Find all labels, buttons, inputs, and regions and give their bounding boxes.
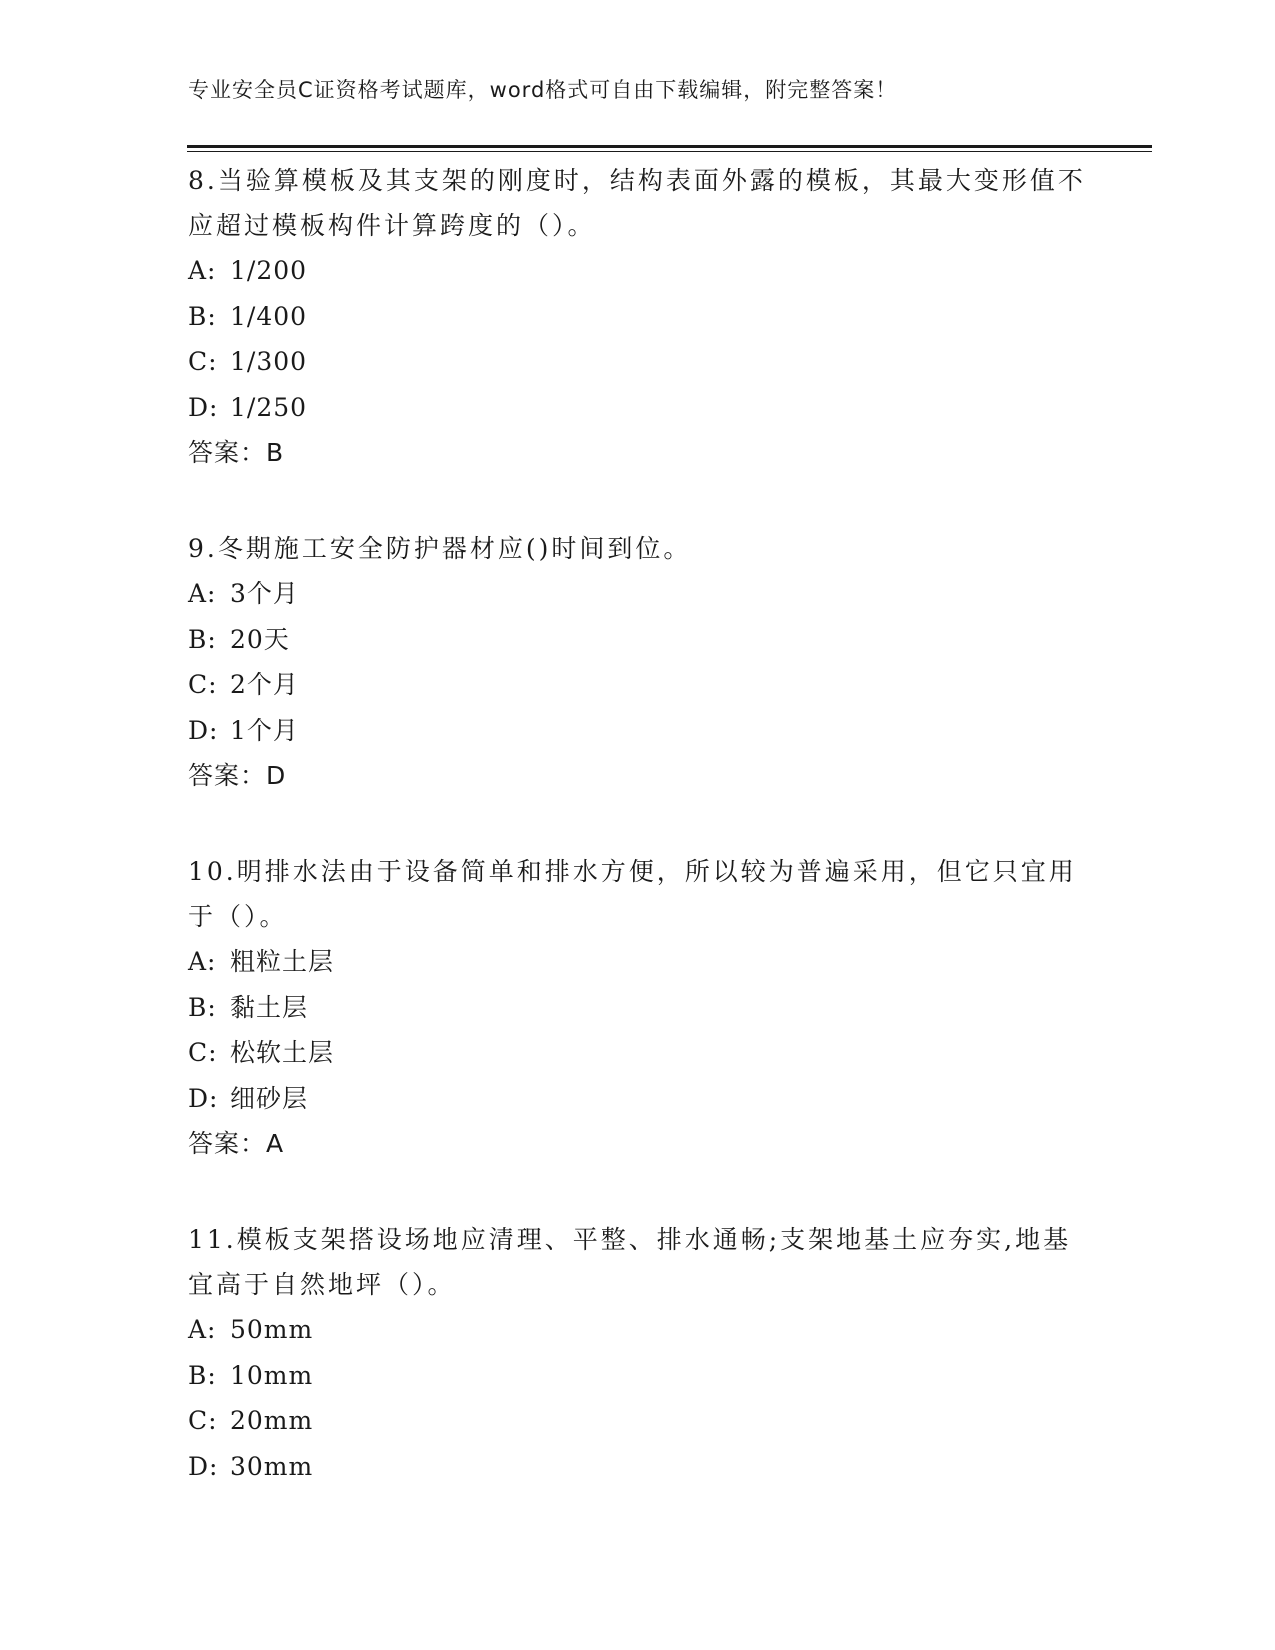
option-b (188, 294, 1088, 340)
option-c (188, 339, 1088, 385)
question-11 (188, 1217, 1088, 1489)
option-b (188, 617, 1088, 663)
answer-line: 答案：A (188, 1129, 285, 1158)
option-a (188, 1307, 1088, 1353)
option-letter: C: (188, 347, 218, 376)
option-text: 10mm (230, 1360, 314, 1390)
option-letter: B: (188, 301, 217, 331)
option-b (188, 985, 1088, 1031)
option-text: 3个月 (230, 579, 299, 608)
option-a (188, 571, 1088, 617)
option-letter: D: (188, 1083, 219, 1113)
option-text: 1/400 (230, 301, 308, 331)
header-divider-thick (187, 145, 1152, 148)
option-text: 松软土层 (230, 1038, 335, 1067)
option-letter: B: (188, 624, 217, 654)
option-letter: A: (188, 947, 217, 976)
option-text: 1个月 (230, 715, 299, 745)
option-text: 50mm (230, 1315, 314, 1344)
option-d (188, 385, 1088, 431)
question-stem: 11.模板支架搭设场地应清理、平整、排水通畅;支架地基土应夯实,地基宜高于自然地坪（）。 (188, 1225, 1072, 1299)
option-text: 黏土层 (230, 992, 309, 1022)
question-8 (188, 158, 1088, 476)
option-letter: D: (188, 392, 219, 422)
answer-line: 答案：D (188, 761, 287, 790)
question-stem: 8.当验算模板及其支架的刚度时，结构表面外露的模板，其最大变形值不应超过模板构件计算跨度的（）。 (188, 166, 1086, 240)
answer-line: 答案：B (188, 438, 285, 467)
option-letter: C: (188, 1406, 218, 1435)
option-b (188, 1353, 1088, 1399)
option-text: 1/200 (230, 256, 308, 285)
option-text: 20天 (230, 624, 290, 654)
option-letter: C: (188, 1038, 218, 1067)
question-stem: 10.明排水法由于设备简单和排水方便，所以较为普遍采用，但它只宜用于（）。 (188, 857, 1077, 931)
option-text: 1/250 (230, 392, 308, 422)
question-9 (188, 526, 1088, 799)
option-a (188, 248, 1088, 294)
option-letter: A: (188, 256, 217, 285)
option-d (188, 1444, 1088, 1490)
option-text: 粗粒土层 (230, 947, 335, 976)
option-a (188, 939, 1088, 985)
option-text: 20mm (230, 1406, 314, 1435)
option-d (188, 1076, 1088, 1122)
option-letter: A: (188, 1315, 217, 1344)
option-c (188, 1030, 1088, 1076)
option-text: 30mm (230, 1451, 314, 1481)
page-header: 专业安全员C证资格考试题库，word格式可自由下载编辑，附完整答案！ (188, 78, 898, 102)
option-letter: B: (188, 1360, 217, 1390)
question-list (188, 158, 1088, 1539)
question-10 (188, 849, 1088, 1167)
option-letter: D: (188, 1451, 219, 1481)
option-text: 2个月 (230, 670, 299, 699)
option-letter: C: (188, 670, 218, 699)
question-stem: 9.冬期施工安全防护器材应()时间到位。 (188, 534, 692, 563)
option-letter: A: (188, 579, 217, 608)
option-letter: B: (188, 992, 217, 1022)
option-text: 细砂层 (230, 1083, 309, 1113)
option-letter: D: (188, 715, 219, 745)
header-divider-thin (187, 151, 1152, 152)
option-c (188, 662, 1088, 708)
option-d (188, 708, 1088, 754)
option-text: 1/300 (230, 347, 308, 376)
option-c (188, 1398, 1088, 1444)
